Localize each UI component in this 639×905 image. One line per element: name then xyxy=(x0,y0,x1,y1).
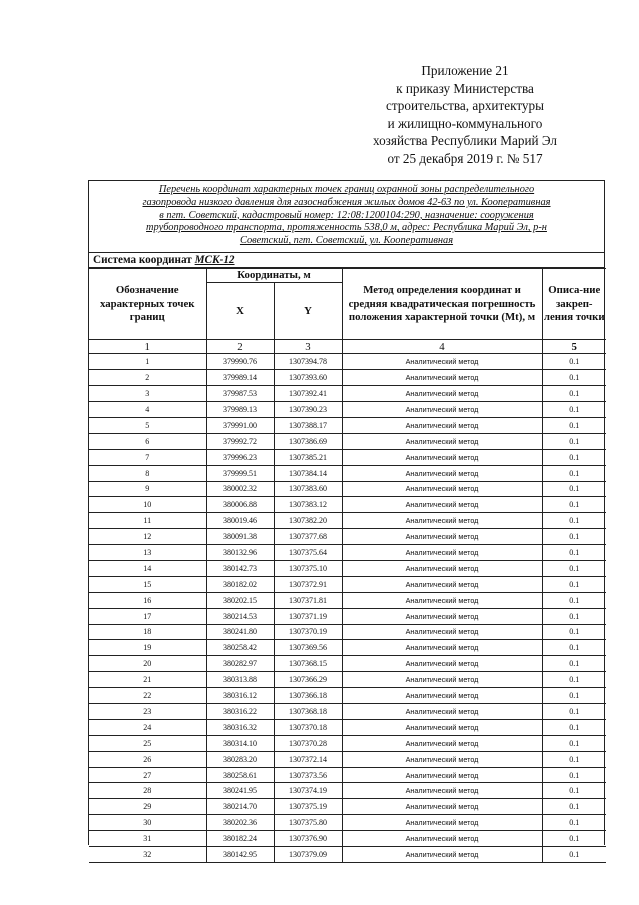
table-row xyxy=(89,831,606,847)
table-row xyxy=(89,560,606,576)
coordinates-frame xyxy=(88,180,605,859)
mt-cell: 0.1 xyxy=(542,576,606,592)
x-cell: 379989.13 xyxy=(206,402,274,418)
y-cell: 1307370.28 xyxy=(274,735,342,751)
method-cell: Аналитический метод xyxy=(342,799,542,815)
method-cell: Аналитический метод xyxy=(342,831,542,847)
y-cell: 1307366.18 xyxy=(274,688,342,704)
method-cell: Аналитический метод xyxy=(342,370,542,386)
x-cell: 379989.14 xyxy=(206,370,274,386)
x-cell: 379992.72 xyxy=(206,433,274,449)
method-cell: Аналитический метод xyxy=(342,513,542,529)
mt-cell: 0.1 xyxy=(542,449,606,465)
table-row xyxy=(89,704,606,720)
table-row xyxy=(89,624,606,640)
y-cell: 1307375.64 xyxy=(274,545,342,561)
column-number: 5 xyxy=(542,340,606,354)
point-number-cell: 27 xyxy=(89,767,206,783)
coordinate-system xyxy=(89,253,604,268)
y-cell: 1307370.19 xyxy=(274,624,342,640)
header-line: и жилищно-коммунального xyxy=(387,115,543,131)
x-cell: 380316.22 xyxy=(206,704,274,720)
description-line: Перечень координат характерных точек границ охранной зоны распределительного xyxy=(158,184,535,195)
method-cell: Аналитический метод xyxy=(342,704,542,720)
point-number-cell: 24 xyxy=(89,719,206,735)
x-cell: 379996.23 xyxy=(206,449,274,465)
column-number: 2 xyxy=(206,340,274,354)
mt-cell: 0.1 xyxy=(542,799,606,815)
x-cell: 380241.80 xyxy=(206,624,274,640)
table-row xyxy=(89,417,606,433)
method-cell: Аналитический метод xyxy=(342,433,542,449)
point-number-cell: 29 xyxy=(89,799,206,815)
mt-cell: 0.1 xyxy=(542,735,606,751)
y-cell: 1307368.18 xyxy=(274,704,342,720)
description-line: трубопроводного транспорта, протяженность 538,0 м, адрес: Республика Марий Эл, р-н xyxy=(146,222,547,234)
coordinate-system-label: Система координат xyxy=(93,254,192,266)
method-cell: Аналитический метод xyxy=(342,815,542,831)
x-cell: 380202.15 xyxy=(206,592,274,608)
method-cell: Аналитический метод xyxy=(342,608,542,624)
mt-cell: 0.1 xyxy=(542,783,606,799)
y-cell: 1307383.12 xyxy=(274,497,342,513)
point-number-cell: 10 xyxy=(89,497,206,513)
x-cell: 380282.97 xyxy=(206,656,274,672)
header-description: Описа-ние закреп-ления точки xyxy=(542,269,606,340)
point-number-cell: 16 xyxy=(89,592,206,608)
mt-cell: 0.1 xyxy=(542,433,606,449)
point-number-cell: 3 xyxy=(89,386,206,402)
mt-cell: 0.1 xyxy=(542,831,606,847)
header-line: к приказу Министерства xyxy=(396,80,534,96)
x-cell: 380142.73 xyxy=(206,560,274,576)
point-number-cell: 32 xyxy=(89,847,206,863)
x-cell: 380313.88 xyxy=(206,672,274,688)
method-cell: Аналитический метод xyxy=(342,688,542,704)
point-number-cell: 15 xyxy=(89,576,206,592)
y-cell: 1307394.78 xyxy=(274,354,342,370)
point-number-cell: 6 xyxy=(89,433,206,449)
mt-cell: 0.1 xyxy=(542,672,606,688)
point-number-cell: 17 xyxy=(89,608,206,624)
method-cell: Аналитический метод xyxy=(342,735,542,751)
document-header xyxy=(330,62,600,168)
y-cell: 1307377.68 xyxy=(274,529,342,545)
method-cell: Аналитический метод xyxy=(342,656,542,672)
method-cell: Аналитический метод xyxy=(342,386,542,402)
y-cell: 1307372.91 xyxy=(274,576,342,592)
table-row xyxy=(89,815,606,831)
table-row xyxy=(89,592,606,608)
header-point: Обозначение характерных точек границ xyxy=(89,269,206,340)
method-cell: Аналитический метод xyxy=(342,847,542,863)
point-number-cell: 21 xyxy=(89,672,206,688)
method-cell: Аналитический метод xyxy=(342,624,542,640)
x-cell: 380316.32 xyxy=(206,719,274,735)
y-cell: 1307390.23 xyxy=(274,402,342,418)
y-cell: 1307373.56 xyxy=(274,767,342,783)
header-line: строительства, архитектуры xyxy=(386,98,544,114)
point-number-cell: 31 xyxy=(89,831,206,847)
x-cell: 380142.95 xyxy=(206,847,274,863)
y-cell: 1307371.19 xyxy=(274,608,342,624)
x-cell: 380091.38 xyxy=(206,529,274,545)
mt-cell: 0.1 xyxy=(542,656,606,672)
mt-cell: 0.1 xyxy=(542,386,606,402)
point-number-cell: 7 xyxy=(89,449,206,465)
x-cell: 380132.96 xyxy=(206,545,274,561)
y-cell: 1307369.56 xyxy=(274,640,342,656)
mt-cell: 0.1 xyxy=(542,592,606,608)
table-row xyxy=(89,386,606,402)
x-cell: 380258.42 xyxy=(206,640,274,656)
mt-cell: 0.1 xyxy=(542,513,606,529)
table-row xyxy=(89,545,606,561)
y-cell: 1307371.81 xyxy=(274,592,342,608)
mt-cell: 0.1 xyxy=(542,624,606,640)
table-row xyxy=(89,608,606,624)
y-cell: 1307384.14 xyxy=(274,465,342,481)
point-number-cell: 26 xyxy=(89,751,206,767)
method-cell: Аналитический метод xyxy=(342,560,542,576)
header-x: X xyxy=(206,283,274,340)
table-row xyxy=(89,751,606,767)
point-number-cell: 30 xyxy=(89,815,206,831)
table-row xyxy=(89,433,606,449)
table-row xyxy=(89,783,606,799)
table-row xyxy=(89,688,606,704)
mt-cell: 0.1 xyxy=(542,354,606,370)
mt-cell: 0.1 xyxy=(542,608,606,624)
y-cell: 1307366.29 xyxy=(274,672,342,688)
table-row xyxy=(89,847,606,863)
mt-cell: 0.1 xyxy=(542,417,606,433)
method-cell: Аналитический метод xyxy=(342,576,542,592)
table-row xyxy=(89,799,606,815)
header-y: Y xyxy=(274,283,342,340)
method-cell: Аналитический метод xyxy=(342,767,542,783)
mt-cell: 0.1 xyxy=(542,370,606,386)
method-cell: Аналитический метод xyxy=(342,529,542,545)
header-line: хозяйства Республики Марий Эл xyxy=(373,133,557,149)
method-cell: Аналитический метод xyxy=(342,402,542,418)
y-cell: 1307388.17 xyxy=(274,417,342,433)
description-block xyxy=(89,181,604,253)
x-cell: 380019.46 xyxy=(206,513,274,529)
table-row xyxy=(89,767,606,783)
table-row xyxy=(89,576,606,592)
method-cell: Аналитический метод xyxy=(342,481,542,497)
mt-cell: 0.1 xyxy=(542,688,606,704)
method-cell: Аналитический метод xyxy=(342,672,542,688)
point-number-cell: 14 xyxy=(89,560,206,576)
table-row xyxy=(89,529,606,545)
method-cell: Аналитический метод xyxy=(342,417,542,433)
y-cell: 1307375.19 xyxy=(274,799,342,815)
y-cell: 1307376.90 xyxy=(274,831,342,847)
y-cell: 1307375.80 xyxy=(274,815,342,831)
table-row xyxy=(89,719,606,735)
point-number-cell: 22 xyxy=(89,688,206,704)
table-row xyxy=(89,370,606,386)
x-cell: 379999.51 xyxy=(206,465,274,481)
point-number-cell: 11 xyxy=(89,513,206,529)
mt-cell: 0.1 xyxy=(542,465,606,481)
table-row xyxy=(89,449,606,465)
method-cell: Аналитический метод xyxy=(342,592,542,608)
point-number-cell: 2 xyxy=(89,370,206,386)
x-cell: 380316.12 xyxy=(206,688,274,704)
x-cell: 379991.00 xyxy=(206,417,274,433)
y-cell: 1307379.09 xyxy=(274,847,342,863)
mt-cell: 0.1 xyxy=(542,545,606,561)
column-number: 3 xyxy=(274,340,342,354)
method-cell: Аналитический метод xyxy=(342,751,542,767)
point-number-cell: 20 xyxy=(89,656,206,672)
mt-cell: 0.1 xyxy=(542,529,606,545)
header-line: Приложение 21 xyxy=(421,63,509,78)
mt-cell: 0.1 xyxy=(542,751,606,767)
point-number-cell: 19 xyxy=(89,640,206,656)
mt-cell: 0.1 xyxy=(542,497,606,513)
point-number-cell: 23 xyxy=(89,704,206,720)
method-cell: Аналитический метод xyxy=(342,719,542,735)
x-cell: 380214.53 xyxy=(206,608,274,624)
mt-cell: 0.1 xyxy=(542,560,606,576)
x-cell: 380002.32 xyxy=(206,481,274,497)
y-cell: 1307374.19 xyxy=(274,783,342,799)
x-cell: 380182.24 xyxy=(206,831,274,847)
y-cell: 1307385.21 xyxy=(274,449,342,465)
description-line: газопровода низкого давления для газоснабжения жилых домов 42-63 по ул. Кооперативная xyxy=(142,196,551,208)
column-number: 4 xyxy=(342,340,542,354)
y-cell: 1307382.20 xyxy=(274,513,342,529)
table-row xyxy=(89,656,606,672)
point-number-cell: 18 xyxy=(89,624,206,640)
description-line: в пгт. Советский, кадастровый номер: 12:08:1200104:290, назначение: сооружения xyxy=(159,209,534,221)
table-row xyxy=(89,481,606,497)
x-cell: 380283.20 xyxy=(206,751,274,767)
header-coordinates: Координаты, м xyxy=(206,269,342,283)
mt-cell: 0.1 xyxy=(542,767,606,783)
method-cell: Аналитический метод xyxy=(342,783,542,799)
y-cell: 1307393.60 xyxy=(274,370,342,386)
point-number-cell: 1 xyxy=(89,354,206,370)
point-number-cell: 5 xyxy=(89,417,206,433)
point-number-cell: 12 xyxy=(89,529,206,545)
mt-cell: 0.1 xyxy=(542,719,606,735)
description-line: Советский, пгт. Советский, ул. Кооперативная xyxy=(239,235,454,247)
column-numbers-row xyxy=(89,340,606,354)
table-row xyxy=(89,513,606,529)
point-number-cell: 8 xyxy=(89,465,206,481)
method-cell: Аналитический метод xyxy=(342,640,542,656)
method-cell: Аналитический метод xyxy=(342,354,542,370)
point-number-cell: 9 xyxy=(89,481,206,497)
mt-cell: 0.1 xyxy=(542,481,606,497)
mt-cell: 0.1 xyxy=(542,847,606,863)
x-cell: 379987.53 xyxy=(206,386,274,402)
table-row xyxy=(89,402,606,418)
method-cell: Аналитический метод xyxy=(342,497,542,513)
method-cell: Аналитический метод xyxy=(342,449,542,465)
y-cell: 1307386.69 xyxy=(274,433,342,449)
table-row xyxy=(89,465,606,481)
x-cell: 380202.36 xyxy=(206,815,274,831)
x-cell: 380214.70 xyxy=(206,799,274,815)
point-number-cell: 28 xyxy=(89,783,206,799)
header-method: Метод определения координат и средняя квадратическая погрешность положения характерной точки (Mt), м xyxy=(342,269,542,340)
mt-cell: 0.1 xyxy=(542,815,606,831)
method-cell: Аналитический метод xyxy=(342,465,542,481)
coordinate-system-value: МСК-12 xyxy=(194,254,235,266)
table-row xyxy=(89,672,606,688)
table-row xyxy=(89,354,606,370)
y-cell: 1307375.10 xyxy=(274,560,342,576)
header-line: от 25 декабря 2019 г. № 517 xyxy=(387,150,543,166)
mt-cell: 0.1 xyxy=(542,640,606,656)
y-cell: 1307392.41 xyxy=(274,386,342,402)
point-number-cell: 13 xyxy=(89,545,206,561)
coordinates-table xyxy=(89,268,606,863)
x-cell: 380241.95 xyxy=(206,783,274,799)
x-cell: 380314.10 xyxy=(206,735,274,751)
column-number: 1 xyxy=(89,340,206,354)
mt-cell: 0.1 xyxy=(542,402,606,418)
x-cell: 380182.02 xyxy=(206,576,274,592)
table-row xyxy=(89,640,606,656)
table-row xyxy=(89,735,606,751)
y-cell: 1307372.14 xyxy=(274,751,342,767)
x-cell: 380006.88 xyxy=(206,497,274,513)
x-cell: 380258.61 xyxy=(206,767,274,783)
table-row xyxy=(89,497,606,513)
point-number-cell: 25 xyxy=(89,735,206,751)
mt-cell: 0.1 xyxy=(542,704,606,720)
y-cell: 1307383.60 xyxy=(274,481,342,497)
method-cell: Аналитический метод xyxy=(342,545,542,561)
x-cell: 379990.76 xyxy=(206,354,274,370)
y-cell: 1307368.15 xyxy=(274,656,342,672)
y-cell: 1307370.18 xyxy=(274,719,342,735)
point-number-cell: 4 xyxy=(89,402,206,418)
